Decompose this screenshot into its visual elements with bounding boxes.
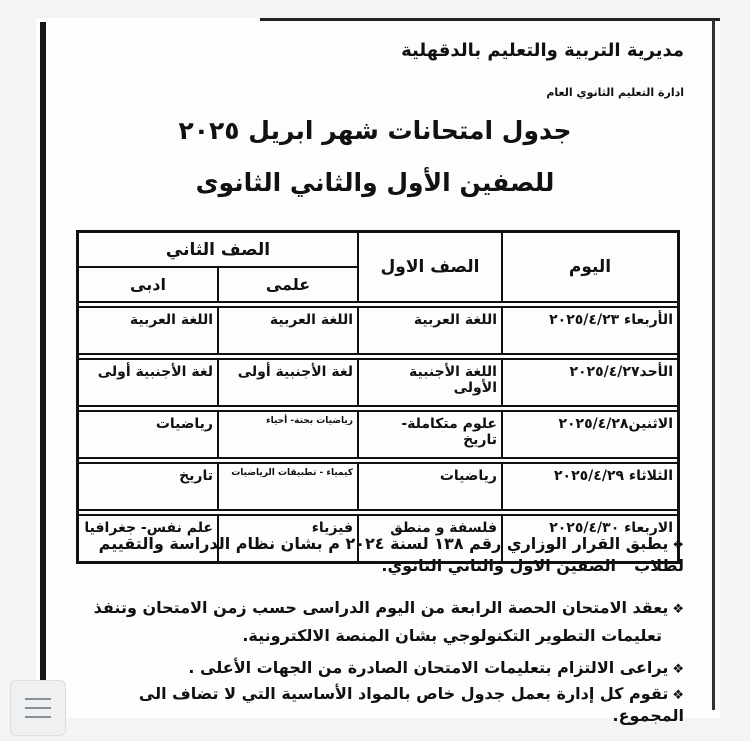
- day-cell: الأربعاء ٢٠٢٥/٤/٢٣: [502, 307, 678, 354]
- page-title: جدول امتحانات شهر ابريل ٢٠٢٥: [178, 116, 572, 145]
- note-item: [94, 598, 684, 620]
- menu-line: [25, 716, 51, 718]
- header-grade2: الصف الثاني: [78, 232, 358, 267]
- scan-border-top: [260, 18, 720, 21]
- header-arts: ادبى: [78, 267, 218, 302]
- science-cell: لغة الأجنبية أولى: [218, 359, 358, 406]
- grade1-cell: رياضيات: [358, 463, 502, 510]
- header-science: علمى: [218, 267, 358, 302]
- science-cell: اللغة العربية: [218, 307, 358, 354]
- arts-cell: اللغة العربية: [78, 307, 218, 354]
- note-text: يطبق القرار الوزاري رقم ١٣٨ لسنة ٢٠٢٤ م بشان نظام الدراسة والتقييم لطلاب: [98, 534, 684, 575]
- hamburger-menu-icon[interactable]: [10, 680, 66, 736]
- arts-cell: لغة الأجنبية أولى: [78, 359, 218, 406]
- table-row: [78, 411, 678, 458]
- bullet-icon: ❖: [672, 688, 684, 703]
- arts-cell: رياضيات: [78, 411, 218, 458]
- science-cell: كيمياء - تطبيقات الرياضيات: [218, 463, 358, 510]
- note-continuation: تعليمات التطوير التكنولوجي بشان المنصة الالكترونية.: [242, 626, 662, 645]
- header-day: اليوم: [502, 232, 678, 302]
- science-cell: رياضيات بحتة- أحياء: [218, 411, 358, 458]
- grade1-cell: اللغة الأجنبية الأولى: [358, 359, 502, 406]
- note-item: [188, 658, 684, 680]
- page-subtitle: للصفين الأول والثاني الثانوى: [195, 168, 555, 197]
- menu-line: [25, 698, 51, 700]
- bullet-icon: ❖: [672, 538, 684, 553]
- note-text: تقوم كل إدارة بعمل جدول خاص بالمواد الأساسية التي لا تضاف الى المجموع.: [138, 684, 684, 725]
- note-text: يعقد الامتحان الحصة الرابعة من اليوم الدراسى حسب زمن الامتحان وتنفذ: [93, 598, 669, 617]
- note-item: [64, 684, 684, 726]
- day-cell: الأحد٢٠٢٥/٤/٢٧: [502, 359, 678, 406]
- day-cell: الاثنين٢٠٢٥/٤/٢٨: [502, 411, 678, 458]
- grade1-cell: فلسفة و منطق: [358, 515, 502, 562]
- directorate-name: مديرية التربية والتعليم بالدقهلية: [401, 40, 684, 61]
- header-grade1: الصف الاول: [358, 232, 502, 302]
- arts-cell: علم نفس- جغرافيا: [78, 515, 218, 562]
- day-cell: الاربعاء ٢٠٢٥/٤/٣٠: [502, 515, 678, 562]
- table-row: [78, 307, 678, 354]
- arts-cell: تاريخ: [78, 463, 218, 510]
- bullet-icon: ❖: [672, 662, 684, 677]
- bullet-icon: ❖: [672, 602, 684, 617]
- grade1-cell: اللغة العربية: [358, 307, 502, 354]
- grade1-cell: علوم متكاملة- تاريخ: [358, 411, 502, 458]
- table-row: [78, 359, 678, 406]
- day-cell: الثلاثاء ٢٠٢٥/٤/٢٩: [502, 463, 678, 510]
- note-text: يراعى الالتزام بتعليمات الامتحان الصادرة من الجهات الأعلى .: [188, 658, 669, 677]
- department-name: ادارة التعليم الثانوي العام: [546, 86, 684, 99]
- menu-line: [25, 707, 51, 709]
- exam-schedule-table: [76, 230, 680, 564]
- note-continuation: الصفين الاول والثاني الثانوي.: [381, 556, 616, 575]
- science-cell: فيزياء: [218, 515, 358, 562]
- table-row: [78, 463, 678, 510]
